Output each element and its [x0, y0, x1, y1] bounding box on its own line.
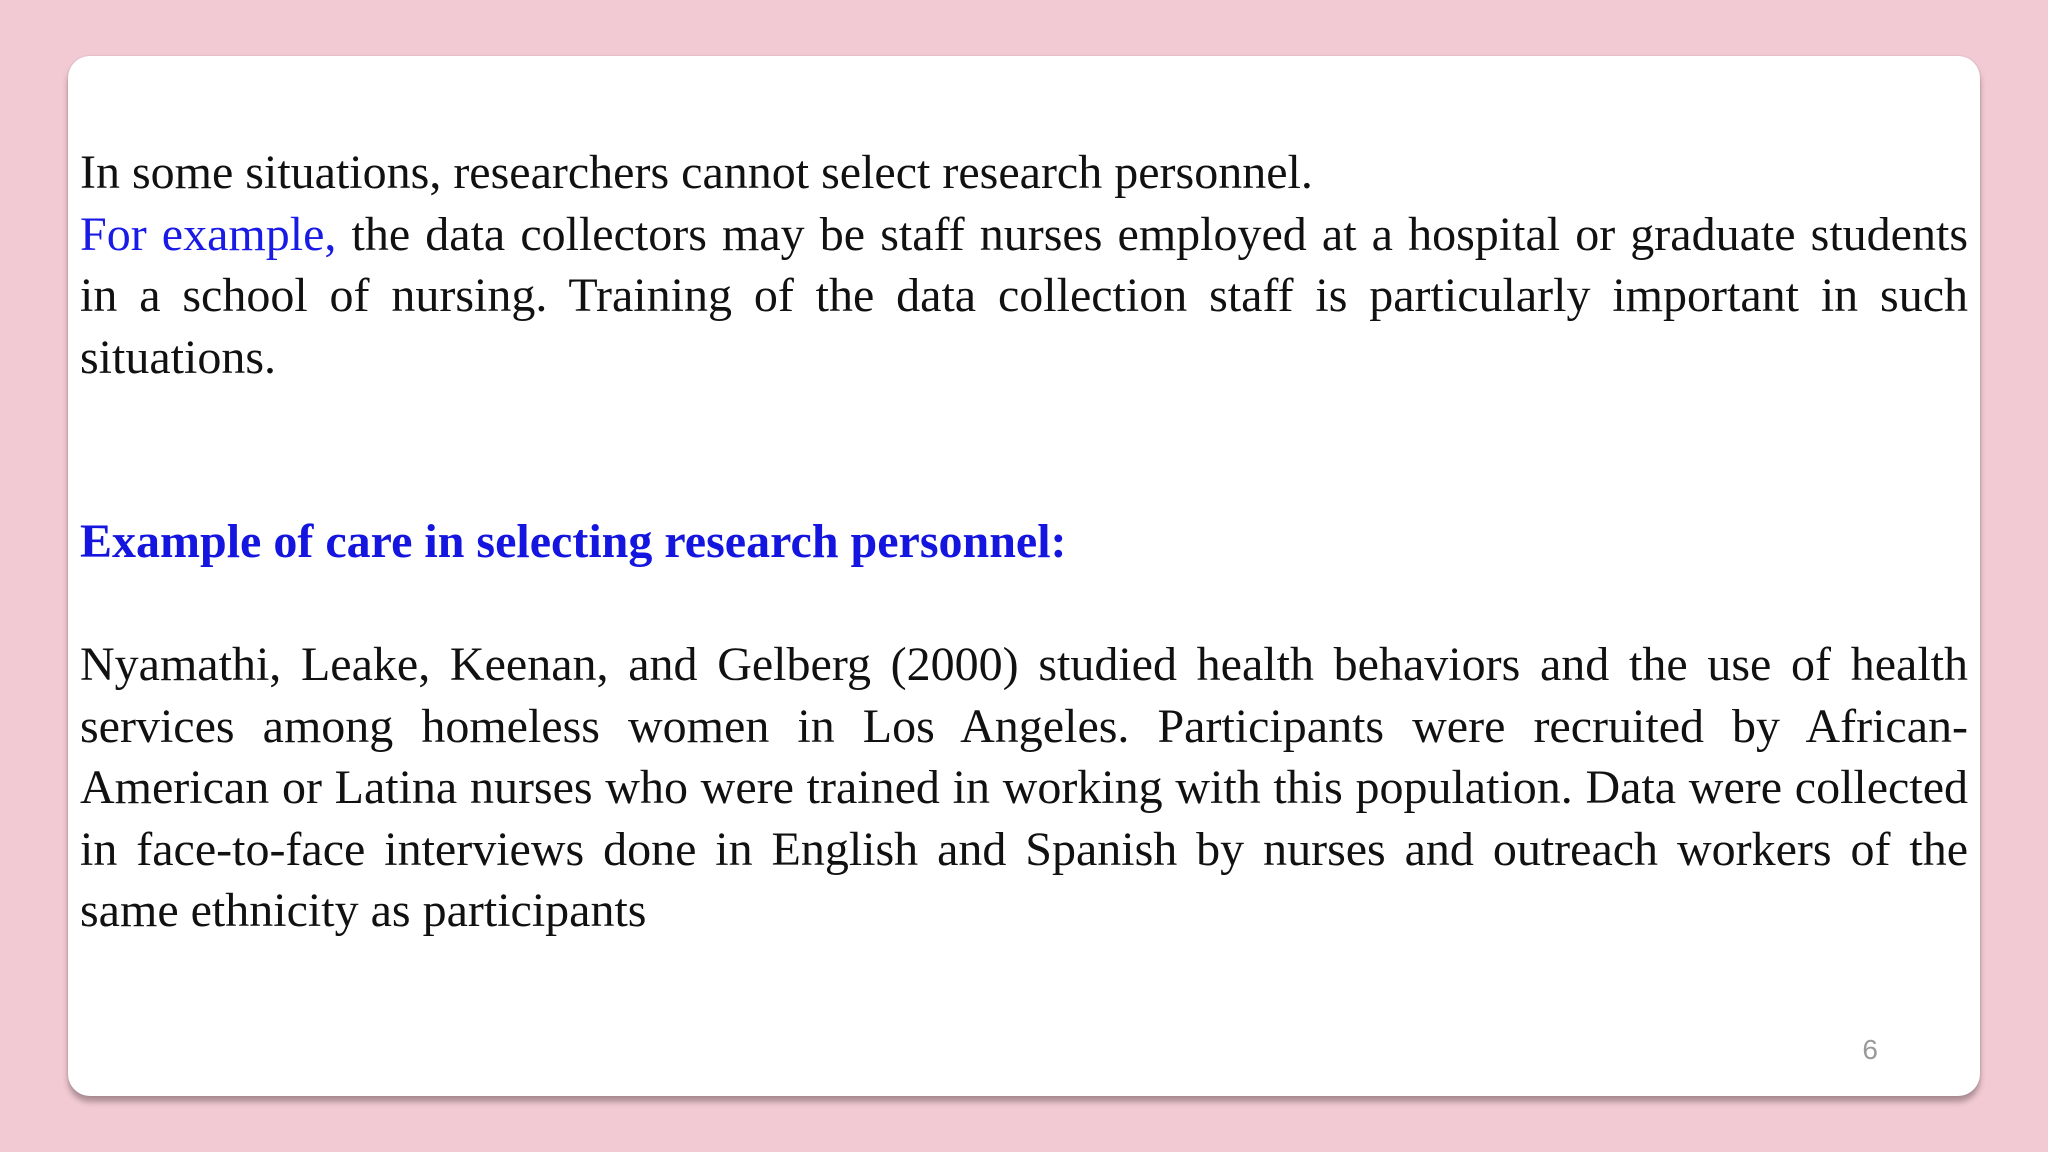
page-number: 6 [1862, 1034, 1878, 1065]
intro-line: In some situations, researchers cannot select research personnel. [80, 146, 1313, 199]
example-lead: For example, [80, 207, 337, 261]
section-heading: Example of care in selecting research personnel: [80, 515, 1067, 568]
spacer [80, 388, 1968, 511]
study-paragraph: Nyamathi, Leake, Keenan, and Gelberg (2000) studied health behaviors and the use of health services among homeless women in Los Angeles. Participants were recruited by African-American or Latina nurses who were trained in working with this population. Data were collected in face-to-face interviews done in English and Spanish by nurses and outreach workers of the same ethnicity as participants [80, 638, 1968, 937]
example-paragraph [80, 204, 1968, 389]
slide-card [68, 56, 1980, 1096]
slide-content [80, 142, 1968, 942]
example-text: the data collectors may be staff nurses employed at a hospital or graduate students in a school of nursing. Training of the data collection staff is particularly important in such situations. [80, 207, 1968, 384]
spacer [80, 573, 1968, 635]
